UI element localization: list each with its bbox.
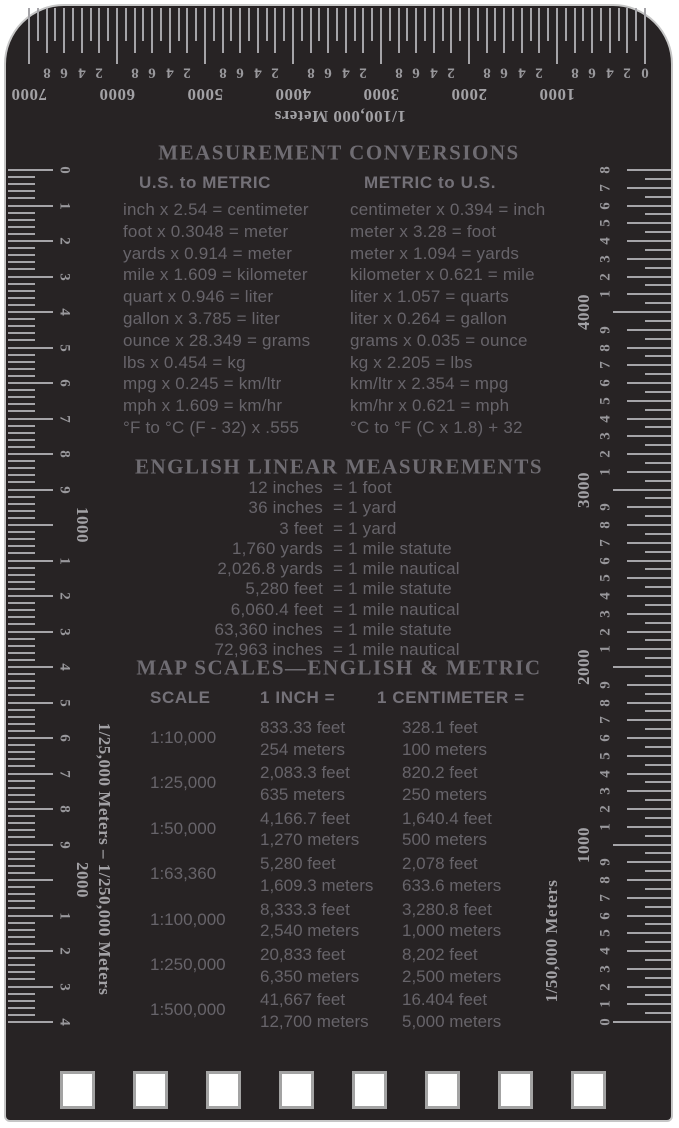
top-ruler-number: 4 <box>254 64 262 81</box>
english-linear-equivalent: = 1 yard <box>333 498 397 518</box>
map-scale-value: 1:10,000 <box>150 728 217 747</box>
right-ruler-number: 2 <box>597 982 614 991</box>
top-ruler-thousand-label: 1000 <box>539 85 575 104</box>
left-ruler-number: 8 <box>56 450 73 458</box>
right-ruler-number: 8 <box>597 166 614 174</box>
top-ruler-number: 8 <box>42 64 51 81</box>
right-ruler-number: 5 <box>597 752 614 760</box>
right-ruler-number: 2 <box>597 805 614 813</box>
right-ruler-number: 5 <box>597 219 614 227</box>
top-ruler-number: 4 <box>430 64 438 81</box>
right-ruler-number: 1 <box>597 1000 614 1008</box>
right-ruler-number: 6 <box>597 734 614 742</box>
map-scale-inch-feet: 5,280 feet <box>260 854 336 874</box>
conversion-line: °F to °C (F - 32) x .555 <box>123 417 300 437</box>
left-ruler-number: 4 <box>56 308 73 316</box>
right-ruler-number: 4 <box>597 947 614 955</box>
top-ruler-number: 2 <box>535 64 544 81</box>
right-ruler-thousand-label: 1000 <box>574 826 593 863</box>
right-ruler-number: 5 <box>597 929 614 937</box>
right-ruler-number: 6 <box>597 911 614 920</box>
right-ruler-number: 7 <box>597 184 614 192</box>
left-ruler-number: 2 <box>56 237 73 245</box>
table-header-1-centimeter: 1 CENTIMETER = <box>377 688 525 707</box>
conversion-card <box>4 4 673 1122</box>
top-ruler-number: 8 <box>394 64 403 81</box>
english-linear-quantity: 2,026.8 yards <box>217 559 323 579</box>
right-ruler-number: 2 <box>597 627 614 636</box>
top-ruler-number: 0 <box>641 64 649 81</box>
english-linear-equivalent: = 1 mile nautical <box>333 599 460 619</box>
map-scale-value: 1:25,000 <box>150 773 217 793</box>
conversion-line: km/hr x 0.621 = mph <box>350 396 510 416</box>
table-header-scale: SCALE <box>150 688 211 707</box>
top-ruler-number: 2 <box>183 64 192 81</box>
map-scale-cm-meters: 100 meters <box>402 739 488 759</box>
left-ruler-number: 0 <box>56 166 73 174</box>
section-title-measurement-conversions: MEASUREMENT CONVERSIONS <box>158 140 520 165</box>
english-linear-quantity: 12 inches <box>248 478 323 497</box>
english-linear-equivalent: = 1 mile statute <box>333 579 452 599</box>
top-ruler-number: 8 <box>218 64 227 81</box>
top-ruler-number: 6 <box>412 64 420 81</box>
conversion-line: gallon x 3.785 = liter <box>123 308 281 328</box>
english-linear-equivalent: = 1 mile statute <box>333 538 452 558</box>
binding-hole <box>352 1071 387 1109</box>
right-ruler-number: 6 <box>597 556 614 565</box>
map-scale-inch-meters: 12,700 meters <box>260 1011 369 1031</box>
right-ruler-number: 6 <box>597 379 614 387</box>
top-ruler-number: 2 <box>447 64 456 81</box>
top-ruler-number: 6 <box>60 64 68 81</box>
map-scale-cm-feet: 1,640.4 feet <box>402 808 492 828</box>
right-ruler-number: 7 <box>597 716 614 724</box>
binding-hole <box>133 1071 168 1109</box>
right-ruler-number: 6 <box>597 201 614 210</box>
conversion-line: kilometer x 0.621 = mile <box>350 265 535 285</box>
english-linear-quantity: 36 inches <box>248 498 323 518</box>
right-ruler-number: 3 <box>597 965 614 973</box>
top-ruler-number: 8 <box>570 64 579 81</box>
top-ruler-thousand-label: 3000 <box>363 85 399 104</box>
column-header-metric-to-us: METRIC to U.S. <box>363 173 497 192</box>
right-ruler-number: 1 <box>597 468 614 476</box>
left-ruler-number: 3 <box>56 982 73 991</box>
right-ruler-number: 4 <box>597 592 614 600</box>
top-ruler-number: 8 <box>306 64 315 81</box>
english-linear-quantity: 5,280 feet <box>245 579 323 599</box>
right-ruler-scale-label: 1/50,000 Meters <box>542 879 561 1003</box>
conversion-line: lbs x 0.454 = kg <box>123 352 246 372</box>
map-scale-inch-feet: 41,667 feet <box>260 990 346 1010</box>
left-ruler-number: 1 <box>56 911 73 920</box>
right-ruler-number: 8 <box>597 521 614 529</box>
english-linear-equivalent: = 1 yard <box>333 518 397 538</box>
conversion-line: liter x 0.264 = gallon <box>350 308 508 328</box>
map-scale-cm-feet: 16.404 feet <box>402 990 488 1010</box>
left-ruler-number: 6 <box>56 734 73 742</box>
binding-hole <box>425 1071 460 1109</box>
left-ruler-number: 5 <box>56 698 73 707</box>
english-linear-equivalent: = 1 mile statute <box>333 620 452 640</box>
left-ruler-number: 8 <box>56 805 73 813</box>
table-header-1-inch: 1 INCH = <box>260 688 336 707</box>
english-linear-equivalent: = 1 mile nautical <box>333 640 460 660</box>
english-linear-equivalent: = 1 mile nautical <box>333 559 460 579</box>
conversion-line: grams x 0.035 = ounce <box>350 330 528 350</box>
binding-hole <box>571 1071 606 1109</box>
right-ruler-number: 8 <box>597 343 614 352</box>
conversion-line: kg x 2.205 = lbs <box>350 352 473 372</box>
conversion-line: mph x 1.609 = km/hr <box>123 396 283 416</box>
binding-hole <box>279 1071 314 1109</box>
right-ruler-number: 4 <box>597 237 614 245</box>
right-ruler-number: 0 <box>597 1018 614 1026</box>
left-ruler-number: 2 <box>56 947 73 955</box>
left-ruler-number: 3 <box>56 272 73 281</box>
right-ruler-number: 3 <box>597 432 614 440</box>
english-linear-quantity: 63,360 inches <box>214 620 323 640</box>
map-scale-cm-meters: 2,500 meters <box>402 966 502 986</box>
left-ruler-number: 2 <box>56 592 73 600</box>
binding-hole <box>206 1071 241 1109</box>
right-ruler-number: 8 <box>597 698 614 707</box>
top-ruler-thousand-label: 2000 <box>451 85 487 104</box>
left-ruler-number: 9 <box>56 485 73 494</box>
conversion-line: centimeter x 0.394 = inch <box>350 200 546 219</box>
right-ruler-number: 1 <box>597 823 614 831</box>
conversion-line: inch x 2.54 = centimeter <box>123 200 309 219</box>
map-scale-inch-meters: 635 meters <box>260 784 346 804</box>
left-ruler-number: 1 <box>56 201 73 210</box>
left-ruler-thousand-label: 2000 <box>73 862 92 898</box>
right-ruler-thousand-label: 4000 <box>574 294 593 330</box>
top-ruler-scale-label: 1/100,000 Meters <box>274 107 406 126</box>
map-scale-value: 1:100,000 <box>150 909 226 929</box>
map-scale-cm-feet: 8,202 feet <box>402 945 478 964</box>
left-ruler-number: 1 <box>56 556 73 565</box>
right-ruler-number: 1 <box>597 290 614 298</box>
top-ruler-number: 8 <box>482 64 491 81</box>
map-scale-cm-meters: 5,000 meters <box>402 1011 502 1031</box>
english-linear-quantity: 3 feet <box>279 518 323 538</box>
right-ruler-number: 4 <box>597 414 614 423</box>
left-ruler-number: 4 <box>56 1018 73 1026</box>
section-title-english-linear: ENGLISH LINEAR MEASUREMENTS <box>134 454 544 479</box>
right-ruler-number: 5 <box>597 397 614 405</box>
top-ruler-number: 6 <box>148 64 156 81</box>
top-ruler-thousand-label: 6000 <box>99 85 135 104</box>
left-ruler-number: 5 <box>56 343 73 352</box>
map-scale-inch-feet: 4,166.7 feet <box>260 808 350 828</box>
map-scale-inch-feet: 833.33 feet <box>260 718 346 737</box>
left-ruler-number: 3 <box>56 627 73 636</box>
map-scale-inch-meters: 6,350 meters <box>260 966 360 986</box>
section-title-map-scales: MAP SCALES—ENGLISH & METRIC <box>136 655 542 680</box>
english-linear-quantity: 1,760 yards <box>231 538 323 558</box>
english-linear-quantity: 6,060.4 feet <box>230 599 323 619</box>
binding-hole <box>498 1071 533 1109</box>
right-ruler-number: 5 <box>597 574 614 582</box>
right-ruler-number: 9 <box>597 681 614 689</box>
top-ruler-number: 8 <box>130 64 139 81</box>
map-scale-cm-feet: 3,280.8 feet <box>402 899 492 919</box>
top-ruler-number: 4 <box>606 64 614 81</box>
right-ruler-number: 3 <box>597 787 614 795</box>
right-ruler-number: 3 <box>597 610 614 618</box>
right-ruler-thousand-label: 2000 <box>574 649 593 685</box>
map-scale-value: 1:500,000 <box>150 1000 226 1020</box>
conversion-line: yards x 0.914 = meter <box>123 243 293 263</box>
top-ruler-number: 4 <box>518 64 526 81</box>
conversion-line: °C to °F (C x 1.8) + 32 <box>350 417 523 437</box>
right-ruler-number: 9 <box>597 858 614 866</box>
map-scale-inch-feet: 2,083.3 feet <box>260 763 350 783</box>
top-ruler-number: 4 <box>78 64 86 81</box>
map-scale-cm-feet: 820.2 feet <box>402 763 478 783</box>
right-ruler-number: 2 <box>597 450 614 458</box>
map-scale-cm-meters: 250 meters <box>402 784 488 804</box>
binding-hole <box>60 1071 95 1109</box>
conversion-line: foot x 0.3048 = meter <box>123 221 289 241</box>
english-linear-quantity: 72,963 inches <box>214 640 323 660</box>
map-scale-inch-feet: 20,833 feet <box>260 945 346 964</box>
right-ruler-number: 2 <box>597 272 614 281</box>
top-ruler-number: 6 <box>324 64 332 81</box>
conversion-line: ounce x 28.349 = grams <box>123 330 311 350</box>
right-ruler-thousand-label: 3000 <box>574 471 593 508</box>
top-ruler-number: 2 <box>623 64 632 81</box>
top-ruler-number: 4 <box>342 64 350 81</box>
left-ruler-number: 9 <box>56 840 73 849</box>
map-scale-cm-meters: 1,000 meters <box>402 921 502 941</box>
right-ruler-number: 7 <box>597 361 614 369</box>
map-scale-cm-meters: 500 meters <box>402 830 488 850</box>
left-ruler-number: 4 <box>56 663 73 671</box>
conversion-line: mile x 1.609 = kilometer <box>123 265 308 285</box>
map-scale-cm-meters: 633.6 meters <box>402 875 502 895</box>
top-ruler-number: 6 <box>500 64 508 81</box>
top-ruler-number: 2 <box>95 64 104 81</box>
column-header-us-to-metric: U.S. to METRIC <box>138 173 272 192</box>
top-ruler-number: 6 <box>588 64 596 81</box>
conversion-line: quart x 0.946 = liter <box>123 287 274 307</box>
right-ruler-number: 9 <box>597 503 614 511</box>
top-ruler-thousand-label: 7000 <box>11 85 47 104</box>
conversion-line: mpg x 0.245 = km/ltr <box>123 374 282 394</box>
binding-holes-row <box>6 6 671 1120</box>
map-scale-value: 1:63,360 <box>150 864 217 884</box>
top-ruler-thousand-label: 4000 <box>275 85 311 104</box>
right-ruler-number: 9 <box>597 326 614 334</box>
map-scale-cm-feet: 2,078 feet <box>402 854 478 874</box>
map-scale-inch-feet: 8,333.3 feet <box>260 899 350 919</box>
left-ruler-number: 6 <box>56 379 73 387</box>
right-ruler-number: 4 <box>597 769 614 778</box>
map-scale-inch-meters: 1,270 meters <box>260 830 360 850</box>
map-scale-value: 1:50,000 <box>150 818 217 838</box>
left-ruler-scale-label: 1/25,000 Meters – 1/250,000 Meters <box>95 722 114 996</box>
map-scale-inch-meters: 2,540 meters <box>260 921 360 941</box>
right-ruler-number: 8 <box>597 876 614 884</box>
conversion-line: meter x 3.28 = foot <box>350 221 497 241</box>
right-ruler-number: 1 <box>597 645 614 653</box>
conversion-line: meter x 1.094 = yards <box>350 243 520 263</box>
map-scale-inch-meters: 254 meters <box>260 739 346 759</box>
top-ruler-number: 2 <box>359 64 368 81</box>
left-ruler-number: 7 <box>56 414 73 423</box>
conversion-line: liter x 1.057 = quarts <box>350 287 509 307</box>
map-scale-value: 1:250,000 <box>150 955 226 974</box>
left-ruler-number: 7 <box>56 769 73 778</box>
left-ruler-thousand-label: 1000 <box>73 507 92 543</box>
english-linear-equivalent: = 1 foot <box>333 478 392 497</box>
top-ruler-number: 2 <box>271 64 280 81</box>
conversion-line: km/ltr x 2.354 = mpg <box>350 374 509 394</box>
top-ruler-number: 6 <box>236 64 244 81</box>
map-scale-cm-feet: 328.1 feet <box>402 718 478 737</box>
right-ruler-number: 3 <box>597 255 614 263</box>
top-ruler-number: 4 <box>166 64 174 81</box>
right-ruler-number: 7 <box>597 894 614 902</box>
right-ruler-number: 7 <box>597 539 614 547</box>
map-scale-inch-meters: 1,609.3 meters <box>260 875 374 895</box>
top-ruler-thousand-label: 5000 <box>187 85 223 104</box>
